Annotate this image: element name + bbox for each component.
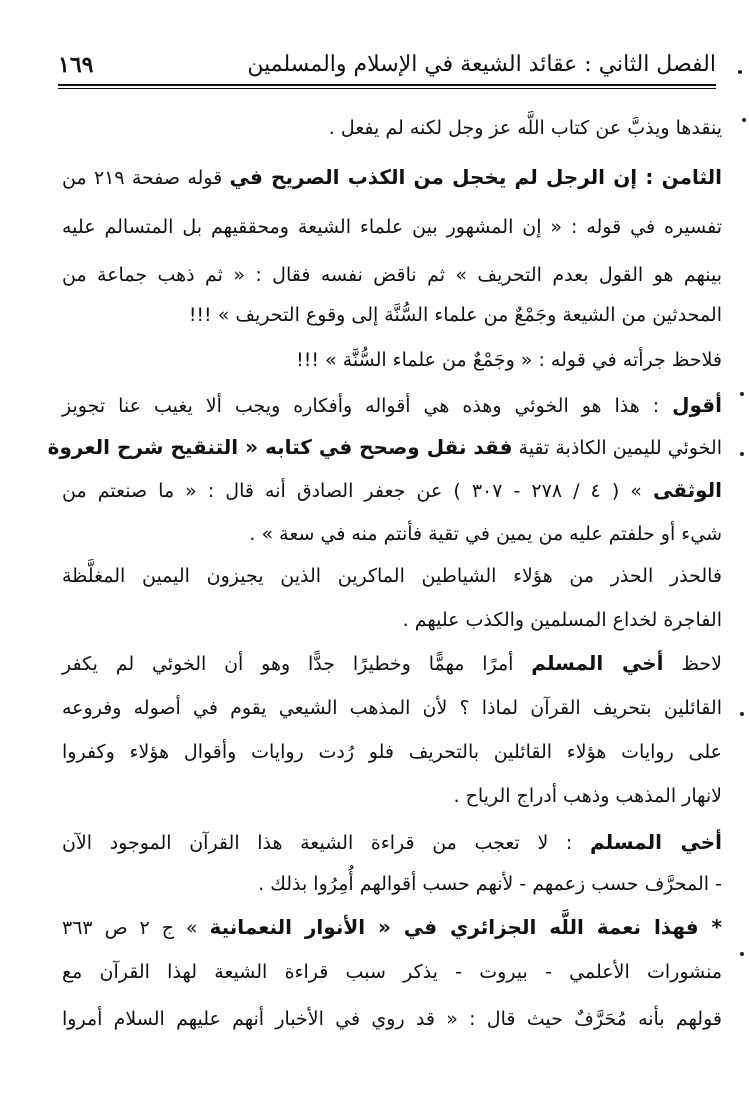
- text-line: [62, 561, 722, 591]
- text-line: [62, 113, 722, 143]
- text-line: [62, 693, 722, 723]
- bold-phrase: الثامن : إن الرجل لم يخجل من الكذب الصريح في: [229, 165, 722, 189]
- text-line: [62, 605, 722, 635]
- text-run: شيء أو حلفتم عليه من يمين في تقية فأنتم منه في سعة » .: [249, 523, 722, 545]
- margin-dot: [740, 952, 744, 956]
- text-run: قوله صفحة ٢١٩ من: [62, 167, 230, 189]
- text-run: » ج ٢ ص ٣٦٣: [62, 917, 210, 939]
- text-line: [62, 912, 722, 943]
- text-run: » ( ٤ / ٢٧٨ - ٣٠٧ ) عن جعفر الصادق أنه قال : « ما صنعتم من: [62, 480, 653, 502]
- text-line: [62, 475, 722, 506]
- bold-phrase: أقول: [672, 393, 722, 417]
- bold-phrase: الوثقى: [652, 478, 723, 502]
- margin-dot: [740, 712, 744, 716]
- text-line: [62, 260, 722, 290]
- text-line: [62, 781, 722, 811]
- bold-phrase: أخي المسلم: [589, 830, 722, 854]
- text-run: تفسيره في قوله : « إن المشهور بين علماء الشيعة ومحققيهم بل المتسالم عليه: [62, 216, 722, 238]
- text-run: الخوئي لليمين الكاذبة تقية: [512, 437, 722, 459]
- text-line: [62, 300, 722, 330]
- text-line: [62, 345, 749, 375]
- text-line: [62, 737, 722, 767]
- header-rule: [58, 84, 716, 86]
- bold-phrase: فقد نقل وصحح في كتابه « التنقيح شرح العروة: [47, 435, 513, 459]
- text-run: القائلين بتحريف القرآن لماذا ؟ لأن المذهب الشيعي يقوم في أصوله وفروعه: [62, 697, 722, 719]
- text-line: [47, 432, 722, 463]
- text-line: [62, 1004, 722, 1034]
- text-run: لاحظ: [663, 653, 723, 675]
- text-run: فلاحظ جرأته في قوله : « وجَمْعٌ من علماء السُّنَّة » !!!: [296, 349, 722, 371]
- text-run: الفاجرة لخداع المسلمين والكذب عليهم .: [402, 609, 722, 631]
- text-run: على روايات هؤلاء القائلين بالتحريف فلو رُدت روايات وأقوال هؤلاء وكفروا: [62, 741, 722, 763]
- text-line: [62, 869, 722, 899]
- text-line: [62, 648, 722, 679]
- margin-dot: [738, 70, 742, 74]
- margin-dot: [742, 118, 746, 122]
- page-header: [58, 50, 716, 90]
- margin-dot: [740, 452, 744, 456]
- margin-dot: [740, 392, 744, 396]
- text-line: [62, 957, 722, 987]
- text-run: أمرًا مهمًّا وخطيرًا جدًّا وهو أن الخوئي لم يكفر: [62, 653, 532, 675]
- text-run: قولهم بأنه مُحَرَّفٌ حيث قال : « قد روي في الأخبار أنهم عليهم السلام أمروا: [62, 1008, 722, 1030]
- text-run: - المحرَّف حسب زعمهم - لأنهم حسب أقوالهم أُمِرُوا بذلك .: [258, 873, 722, 895]
- text-run: لانهار المذهب وذهب أدراج الرياح .: [453, 785, 722, 807]
- page-number: ١٦٩: [58, 52, 94, 78]
- text-run: منشورات الأعلمي - بيروت - يذكر سبب قراءة الشيعة لهذا القرآن مع: [62, 961, 722, 983]
- text-run: فالحذر الحذر من هؤلاء الشياطين الماكرين الذين يجيزون اليمين المغلَّظة: [62, 565, 722, 587]
- text-run: ينقدها ويذبَّ عن كتاب اللَّه عز وجل لكنه لم يفعل .: [328, 117, 722, 139]
- text-run: بينهم هو القول بعدم التحريف » ثم ناقض نفسه فقال : « ثم ذهب جماعة من: [62, 264, 722, 286]
- text-line: [62, 390, 722, 421]
- text-run: : هذا هو الخوئي وهذه هي أقواله وأفكاره ويجب ألا يغيب عنا تجويز: [62, 395, 673, 417]
- text-line: [62, 827, 722, 858]
- text-line: [62, 519, 722, 549]
- bold-phrase: * فهذا نعمة اللَّه الجزائري في « الأنوار النعمانية: [209, 915, 722, 939]
- text-line: [62, 162, 722, 193]
- text-run: المحدثين من الشيعة وجَمْعٌ من علماء السُّنَّة إلى وقوع التحريف » !!!: [188, 304, 722, 326]
- bold-phrase: أخي المسلم: [531, 651, 664, 675]
- header-rule-thin: [58, 88, 716, 89]
- text-line: [62, 212, 722, 242]
- text-run: : لا تعجب من قراءة الشيعة هذا القرآن الموجود الآن: [62, 832, 590, 854]
- chapter-title: الفصل الثاني : عقائد الشيعة في الإسلام والمسلمين: [247, 52, 716, 77]
